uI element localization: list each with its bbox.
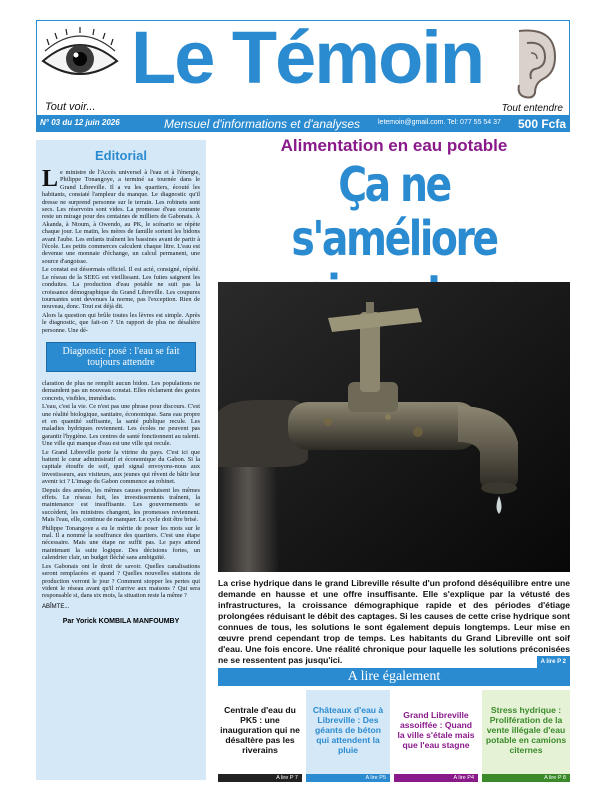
editorial-title: Editorial [94,148,147,163]
article-caption [218,578,570,669]
pull-quote: Diagnostic posé : l'eau se fait toujours attendre [46,342,196,372]
slogan-right: Tout entendre [501,103,563,114]
teaser-page-tag: A lire P 7 [218,774,302,782]
teaser-text: Stress hydrique : Prolifération de la vente illégale d'eau potable en camions citernes [485,705,567,755]
water-tap-photo [218,282,570,572]
teasers [218,690,570,782]
tagline: Mensuel d'informations et d'analyses [164,117,361,131]
info-bar [36,116,570,132]
editorial-body-top [42,166,200,334]
editorial-paragraph: Les Gabonais ont le droit de savoir. Quelles canalisations seront remplacées et quand ? Quelles nouvelles stations de production verront le jour ? Comment stopper les pertes qui vident le réseau avant qu'il n'arrive aux maisons ? Qui sera responsable si, dans six mois, la situation reste la même ? [42,562,200,600]
teaser-item[interactable] [306,690,390,782]
dropcap: L [42,166,59,192]
article-headline: Ça ne s'améliore [291,157,497,267]
teaser-page-tag: A lire P 8 [482,774,570,782]
editorial-paragraph: L'eau, c'est la vie. Ce n'est pas une phrase pour discours. C'est une réalité biologique, sanitaire, économique. Sans eau propre et en quantité suffisante, la santé publique recule. Les maladies hydriques reviennent. Les écoles ne peuvent pas garantir l'hygiène. Les centres de santé fonctionnent au ralenti. Une ville qui manque d'eau est une ville qui recule. [42,403,200,448]
read-also-banner: A lire également [218,668,570,686]
teaser-item[interactable] [218,690,302,782]
editorial-paragraph: Philippe Tonangoye a eu le mérite de poser les mots sur le mal. Il a nommé la souffrance des quartiers. C'est une étape nécessaire. Mais une étape ne suffit pas. Le pays attend maintenant la suite logique. Des décisions fortes, un calendrier clair, un budget fléché sans ambiguïté. [42,524,200,562]
teaser-text: Grand Libreville assoiffée : Quand la ville s'étale mais que l'eau stagne [397,710,475,750]
teaser-item[interactable] [394,690,478,782]
masthead-title: Le Témoin [131,16,484,99]
editorial-column [36,140,206,780]
article-kicker: Alimentation en eau potable [280,136,508,155]
editorial-body-bottom [42,380,200,600]
teaser-item[interactable] [482,690,570,782]
teaser-text: Châteaux d'eau à Libreville : Des géants de béton qui attendent la pluie [312,705,384,755]
editorial-paragraph: Le constat est désormais officiel. Il est acté, consigné, répété. Le réseau de la SEEG est vieillissant. Les fuites saignent les conduites. La production d'eau potable ne suit pas la croissance démographique du Grand Libreville. Les coupures tournantes sont devenues la norme, pas l'exception. Rien de nouveau, donc. Tout est déjà dit. [42,266,200,311]
editorial-paragraph: claration de plus ne remplit aucun bidon. Les populations ne demandent pas un nouveau constat. Elles réclament des gestes concrets, visibles, immédiats. [42,379,200,402]
teaser-page-tag: A lire P4 [394,774,478,782]
byline: Par Yorick KOMBILA MANFOUMBY [62,617,180,625]
editorial-paragraph: Le Grand Libreville porte la vitrine du pays. C'est ici que battent le cœur administratif et économique du Gabon. Si la capitale étouffe de soif, quel signal envoyons-nous aux investisseurs, aux visiteurs, aux jeunes qui rêvent de bâtir leur avenir ici ? L'image du Gabon commence au robinet. [42,448,200,486]
caption-text: La crise hydrique dans le grand Libreville résulte d'un profond déséquilibre entre une demande en hausse et une offre insuffisante. Elle s'explique par la vétusté des infrastructures, la croissance démographique rapide et des périodes d'étiage prolongées réduisant le débit des captages. Si les causes de cette crise hydrique sont connues de tous, les solutions le sont également depuis longtemps. Leur mise en œuvre prend cependant trop de temps. Les habitants du Grand Libreville ont soif d'eau. Une fois encore. Une réalité chronique pour laquelle les solutions préconisées ne se ressentent pas jusqu'ici. [218,578,570,665]
editorial-paragraph: Depuis des années, les mêmes causes produisent les mêmes effets. Le réseau fuit, les investissements traînent, la maintenance est insuffisante. Les gouvernements se succèdent, les ministres changent, les promesses reviennent. Mais l'eau, elle, continue de manquer. Le cycle doit être brisé. [42,486,200,524]
slogan-left: Tout voir... [45,101,96,113]
contact-info: letemoin@gmail.com. Tel: 077 55 54 37 [378,119,501,126]
price: 500 Fcfa [517,117,566,131]
editorial-paragraph: Le ministre de l'Accès universel à l'eau et à l'énergie, Philippe Tonangoye, a terminé sa tournée dans le Grand Libreville. Il a vu les quartiers, écouté les habitants, constaté l'ampleur du manque. Le diagnostic qu'il dresse ne surprend personne sur le terrain. Les robinets sont secs. Les réservoirs sont vides. La promesse d'eau courante reste un mirage pour des centaines de milliers de Gabonais. À Akanda, à Ntoum, à Owendo, au PK, le scénario se répète chaque jour. Le matin, les mères de famille sortent les bidons avant l'aube. Les enfants traînent les bassines avant de partir à l'école. Les petits commerces calculent chaque litre. L'eau est devenue une monnaie d'échange, un calcul permanent, une source d'angoisse. [42,166,200,265]
teaser-page-tag: A lire P5 [306,774,390,782]
signoff: ABÎMTE... [42,603,70,610]
masthead [36,16,570,116]
teaser-text: Centrale d'eau du PK5 : une inauguration qui ne désaltère pas les riverains [220,705,300,755]
editorial-paragraph: Alors la question qui brûle toutes les lèvres est simple. Après le diagnostic, que fait-on ? Un rapport de plus ne désaltère personne. Une dé- [42,311,200,334]
issue-number: N° 03 du 12 juin 2026 [40,118,120,127]
read-more-tag[interactable]: A lire P 2 [537,656,570,669]
